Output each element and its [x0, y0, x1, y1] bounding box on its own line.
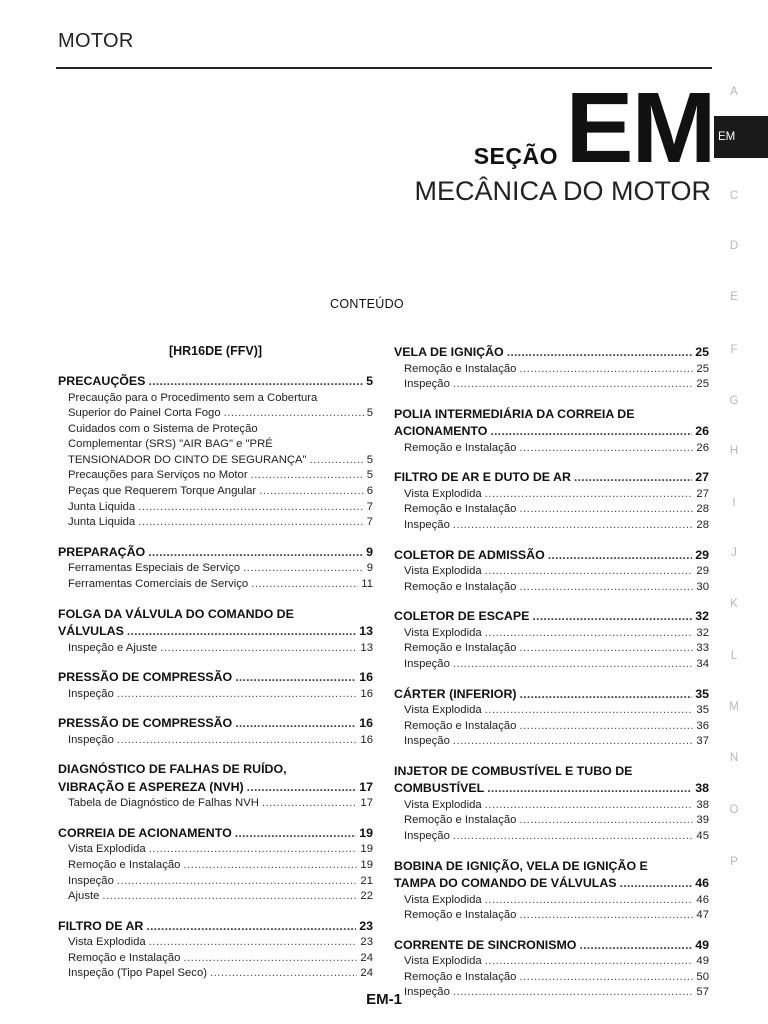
- toc-section-title-label: VELA DE IGNIÇÃO: [394, 345, 504, 359]
- toc-entry-label: Inspeção: [68, 733, 114, 746]
- toc-entry[interactable]: [58, 733, 373, 749]
- toc-entry[interactable]: [58, 951, 373, 967]
- toc-entry-label: Vista Explodida: [404, 704, 482, 717]
- model-heading: [HR16DE (FFV)]: [168, 344, 263, 358]
- leader-dots: [243, 561, 364, 577]
- leader-dots: [251, 577, 358, 593]
- toc-left-column: [58, 344, 373, 995]
- index-tab-j[interactable]: J: [731, 547, 737, 559]
- toc-section-title-page: 17: [359, 779, 373, 794]
- leader-dots: [251, 468, 364, 484]
- toc-entry[interactable]: [58, 889, 373, 905]
- toc-entry-page: 39: [696, 814, 709, 827]
- toc-section-title-label: CORRENTE DE SINCRONISMO: [394, 937, 577, 952]
- toc-entry-label: Vista Explodida: [404, 955, 482, 968]
- leader-dots: [102, 889, 357, 905]
- toc-section-title[interactable]: [58, 779, 373, 797]
- leader-dots: [519, 441, 693, 457]
- toc-section-title-label: COMBUSTÍVEL: [394, 781, 485, 796]
- toc-entry-label: Inspeção: [404, 378, 450, 391]
- toc-section-title-label: COLETOR DE ADMISSÃO: [394, 547, 545, 562]
- toc-entry-page: 38: [696, 798, 709, 811]
- toc-entry-page: 34: [696, 657, 709, 670]
- toc-entry[interactable]: [58, 500, 373, 516]
- toc-entry-page: 5: [366, 469, 373, 482]
- leader-dots: [519, 502, 693, 518]
- leader-dots: [453, 734, 694, 750]
- toc-section-title-label: TAMPA DO COMANDO DE VÁLVULAS: [394, 876, 617, 891]
- toc-entry-label: Vista Explodida: [404, 626, 482, 639]
- leader-dots: [532, 608, 692, 626]
- index-tab-f[interactable]: F: [730, 344, 738, 356]
- toc-section-title-page: 49: [695, 937, 709, 952]
- toc-section: [58, 669, 373, 702]
- leader-dots: [235, 669, 356, 687]
- leader-dots: [235, 715, 356, 733]
- toc-section-title[interactable]: [394, 937, 709, 955]
- toc-entry-page: 16: [360, 733, 373, 746]
- toc-section: [58, 715, 373, 748]
- toc-section-title[interactable]: [394, 344, 709, 362]
- toc-entry[interactable]: [394, 829, 709, 845]
- toc-entry[interactable]: [394, 703, 709, 719]
- toc-entry-label: Remoção e Instalação: [68, 859, 181, 871]
- toc-section-title-label: COLETOR DE ESCAPE: [394, 609, 530, 624]
- toc-entry-label: Junta Liquida: [68, 516, 136, 529]
- toc-entry-label: Remoção e Instalação: [404, 719, 517, 732]
- toc-section: [58, 918, 373, 982]
- toc-entry-label: Inspeção: [404, 735, 450, 748]
- leader-dots: [160, 641, 357, 657]
- toc-section-title[interactable]: [394, 547, 709, 565]
- toc-entry-page: 5: [366, 407, 373, 420]
- toc-section-title-page: 16: [359, 716, 373, 731]
- toc-entry-label: Inspeção: [404, 657, 450, 670]
- leader-dots: [519, 719, 693, 735]
- toc-entry-label: Inspeção: [404, 518, 450, 531]
- index-tab-g[interactable]: G: [729, 395, 739, 407]
- page-number: EM-1: [366, 991, 402, 1008]
- toc-section-title[interactable]: [58, 918, 373, 936]
- toc-section-title[interactable]: [394, 469, 709, 487]
- leader-dots: [247, 779, 357, 797]
- toc-entry[interactable]: [394, 441, 709, 457]
- leader-dots: [235, 825, 356, 843]
- toc-entry[interactable]: [394, 734, 709, 750]
- section-word: SEÇÃO: [473, 143, 558, 169]
- toc-section: [58, 761, 373, 812]
- index-tab-k[interactable]: K: [730, 598, 738, 610]
- toc-right-column: [394, 344, 709, 1014]
- toc-entry-page: 6: [366, 485, 373, 498]
- toc-section-title[interactable]: [394, 423, 709, 441]
- toc-section-title-page: 35: [695, 686, 709, 701]
- toc-entry-label: Vista Explodida: [68, 843, 146, 856]
- toc-entry[interactable]: [394, 518, 709, 534]
- toc-entry-label: Remoção e Instalação: [404, 503, 517, 516]
- toc-entry[interactable]: [394, 657, 709, 673]
- toc-section-title-page: 29: [695, 547, 709, 562]
- leader-dots: [453, 657, 694, 673]
- leader-dots: [579, 937, 692, 955]
- toc-entry-page: 36: [696, 719, 709, 732]
- toc-entry[interactable]: [394, 893, 709, 909]
- toc-section: [58, 373, 373, 531]
- toc-section-title[interactable]: [394, 875, 709, 893]
- toc-section-title-page: 46: [695, 876, 709, 891]
- toc-section-title[interactable]: [58, 715, 373, 733]
- toc-entry-line: Cuidados com o Sistema de Proteção: [68, 422, 258, 435]
- leader-dots: [149, 935, 358, 951]
- toc-entry[interactable]: [394, 719, 709, 735]
- toc-entry-label: Vista Explodida: [404, 565, 482, 578]
- leader-dots: [485, 798, 694, 814]
- leader-dots: [127, 623, 356, 641]
- toc-entry-page: 45: [696, 830, 709, 842]
- toc-entry-label: Ferramentas Comerciais de Serviço: [68, 577, 249, 590]
- leader-dots: [485, 487, 694, 503]
- toc-entry-page: 25: [696, 378, 709, 391]
- header-section-label: MOTOR: [58, 30, 134, 52]
- toc-entry-page: 22: [360, 890, 373, 903]
- leader-dots: [490, 423, 692, 441]
- toc-entry-label: Inspeção e Ajuste: [68, 641, 158, 654]
- toc-entry-page: 35: [696, 704, 709, 717]
- toc-entry-page: 16: [360, 687, 373, 700]
- toc-entry-page: 13: [360, 641, 373, 654]
- toc-section-title-label: ACIONAMENTO: [394, 424, 488, 439]
- toc-entry-page: 28: [696, 503, 709, 516]
- toc-section: [394, 469, 709, 533]
- toc-entry-page: 25: [696, 362, 709, 375]
- leader-dots: [485, 893, 694, 909]
- leader-dots: [485, 954, 694, 970]
- toc-entry-page: 57: [696, 986, 709, 999]
- leader-dots: [519, 362, 693, 378]
- leader-dots: [148, 373, 363, 391]
- toc-entry-page: 26: [696, 441, 709, 454]
- toc-entry-page: 37: [696, 735, 709, 748]
- toc-section-title[interactable]: [58, 373, 373, 391]
- toc-entry-page: 24: [360, 967, 373, 980]
- toc-entry-label: Inspeção: [68, 874, 114, 887]
- leader-dots: [574, 469, 692, 487]
- leader-dots: [183, 951, 357, 967]
- toc-entry-page: 32: [696, 626, 709, 639]
- index-tab-o[interactable]: O: [729, 804, 739, 816]
- toc-section-title-line: FOLGA DA VÁLVULA DO COMANDO DE: [58, 606, 294, 621]
- toc-section-title-label: CORREIA DE ACIONAMENTO: [58, 825, 232, 840]
- toc-section-title-label: VÁLVULAS: [58, 624, 124, 639]
- toc-section-title-label: FILTRO DE AR E DUTO DE AR: [394, 470, 571, 485]
- toc-entry-page: 21: [360, 874, 373, 887]
- toc-entry[interactable]: [394, 908, 709, 924]
- toc-section-title-page: 9: [366, 544, 373, 559]
- leader-dots: [620, 875, 693, 893]
- leader-dots: [548, 547, 692, 565]
- toc-entry-label: Remoção e Instalação: [68, 951, 181, 964]
- toc-section-title-page: 23: [359, 918, 373, 933]
- toc-section: [394, 763, 709, 845]
- index-tab-em[interactable]: EM: [714, 116, 768, 158]
- toc-section-title[interactable]: [394, 780, 709, 798]
- toc-entry-page: 23: [360, 936, 373, 949]
- toc-entry-page: 33: [696, 642, 709, 655]
- toc-entry-label: Remoção e Instalação: [404, 814, 517, 827]
- toc-entry-page: 11: [361, 577, 373, 590]
- index-tab-c[interactable]: C: [729, 190, 739, 202]
- toc-entry-label: Peças que Requerem Torque Angular: [68, 485, 257, 498]
- leader-dots: [117, 687, 358, 703]
- leader-dots: [519, 580, 693, 596]
- toc-entry[interactable]: [394, 798, 709, 814]
- leader-dots: [487, 780, 692, 798]
- toc-entry[interactable]: [58, 515, 373, 531]
- contents-label: CONTEÚDO: [330, 297, 404, 311]
- toc-entry-page: 46: [696, 893, 709, 906]
- leader-dots: [262, 796, 358, 812]
- toc-section: [394, 608, 709, 672]
- toc-entry-label: Inspeção: [404, 830, 450, 842]
- toc-section: [394, 686, 709, 750]
- leader-dots: [183, 858, 357, 874]
- index-tab-e[interactable]: E: [730, 291, 738, 303]
- index-tab-n[interactable]: N: [729, 752, 739, 764]
- leader-dots: [485, 703, 694, 719]
- leader-dots: [149, 842, 358, 858]
- toc-entry-page: 28: [696, 518, 709, 531]
- toc-entry[interactable]: [58, 842, 373, 858]
- toc-section-title-label: VIBRAÇÃO E ASPEREZA (NVH): [58, 779, 244, 794]
- toc-entry[interactable]: [394, 970, 709, 986]
- toc-entry-label: Ferramentas Especiais de Serviço: [68, 562, 241, 575]
- toc-section-title-page: 25: [695, 345, 709, 359]
- toc-entry-page: 29: [696, 565, 709, 578]
- toc-entry[interactable]: [394, 502, 709, 518]
- toc-entry[interactable]: [58, 468, 373, 484]
- leader-dots: [146, 918, 356, 936]
- toc-entry-label: Inspeção (Tipo Papel Seco): [68, 967, 207, 980]
- toc-section: [394, 858, 709, 924]
- toc-section-title-line: INJETOR DE COMBUSTÍVEL E TUBO DE: [394, 763, 633, 778]
- toc-section-title-line: DIAGNÓSTICO DE FALHAS DE RUÍDO,: [58, 762, 287, 777]
- section-code: EM: [565, 72, 715, 184]
- leader-dots: [520, 686, 693, 704]
- toc-entry-label: Inspeção: [404, 986, 450, 999]
- leader-dots: [485, 626, 694, 642]
- toc-section-title-label: PRECAUÇÕES: [58, 374, 146, 388]
- leader-dots: [210, 966, 357, 982]
- toc-entry-label: Remoção e Instalação: [404, 642, 517, 655]
- toc-entry-label: Vista Explodida: [404, 893, 482, 906]
- toc-section-title-page: 16: [359, 670, 373, 685]
- leader-dots: [485, 564, 694, 580]
- leader-dots: [224, 406, 364, 422]
- index-tab-h[interactable]: H: [729, 445, 739, 457]
- toc-entry[interactable]: [394, 487, 709, 503]
- toc-entry[interactable]: [58, 874, 373, 890]
- toc-section-title-page: 5: [366, 374, 373, 388]
- index-tab-m[interactable]: M: [729, 701, 739, 713]
- toc-entry-label: TENSIONADOR DO CINTO DE SEGURANÇA": [68, 453, 307, 466]
- toc-section: [58, 544, 373, 593]
- index-tabs: [714, 80, 768, 880]
- toc-entry-page: 47: [696, 909, 709, 922]
- index-tab-a[interactable]: A: [730, 86, 738, 98]
- toc-entry-label: Inspeção: [68, 687, 114, 700]
- toc-entry-page: 17: [360, 797, 373, 810]
- toc-section-title[interactable]: [58, 544, 373, 562]
- toc-entry[interactable]: [58, 453, 373, 469]
- toc-entry-label: Junta Liquida: [68, 500, 136, 513]
- toc-section-title-page: 13: [359, 624, 373, 639]
- toc-section-title-page: 32: [695, 609, 709, 624]
- toc-section-title-label: CÁRTER (INFERIOR): [394, 686, 517, 701]
- toc-entry-line: Complementar (SRS) "AIR BAG" e "PRÉ: [68, 438, 273, 451]
- toc-section-title[interactable]: [58, 623, 373, 641]
- toc-section: [58, 606, 373, 657]
- leader-dots: [519, 970, 693, 986]
- toc-section-title-page: 38: [695, 781, 709, 796]
- index-tab-d[interactable]: D: [729, 240, 739, 252]
- leader-dots: [507, 344, 693, 362]
- toc-entry[interactable]: [394, 641, 709, 657]
- toc-entry-page: 5: [366, 453, 373, 466]
- toc-entry-label: Vista Explodida: [68, 936, 146, 949]
- toc-entry[interactable]: [394, 813, 709, 829]
- toc-entry-label: Tabela de Diagnóstico de Falhas NVH: [68, 797, 259, 810]
- toc-entry-label: Remoção e Instalação: [404, 970, 517, 983]
- toc-section-title[interactable]: [58, 825, 373, 843]
- toc-section-title-label: FILTRO DE AR: [58, 918, 144, 933]
- toc-entry-page: 27: [696, 487, 709, 500]
- toc-section-title-page: 26: [695, 424, 709, 439]
- toc-section-title-line: POLIA INTERMEDIÁRIA DA CORREIA DE: [394, 406, 635, 421]
- toc-entry-label: Vista Explodida: [404, 798, 482, 811]
- toc-entry[interactable]: [58, 858, 373, 874]
- toc-entry[interactable]: [394, 377, 709, 393]
- toc-entry-page: 19: [360, 859, 373, 871]
- toc-entry[interactable]: [394, 564, 709, 580]
- leader-dots: [519, 641, 693, 657]
- header-rule: [56, 67, 712, 69]
- leader-dots: [138, 515, 363, 531]
- toc-entry[interactable]: [58, 966, 373, 982]
- toc-section-title[interactable]: [394, 608, 709, 626]
- section-title: MECÂNICA DO MOTOR: [414, 176, 711, 206]
- leader-dots: [453, 518, 694, 534]
- toc-entry[interactable]: [394, 954, 709, 970]
- leader-dots: [519, 813, 693, 829]
- index-tab-p[interactable]: P: [730, 856, 738, 868]
- toc-entry-label: Remoção e Instalação: [404, 441, 517, 454]
- leader-dots: [148, 544, 363, 562]
- toc-entry-label: Ajuste: [68, 890, 100, 903]
- toc-section-title[interactable]: [58, 669, 373, 687]
- toc-entry-page: 50: [696, 970, 709, 983]
- toc-entry-label: Vista Explodida: [404, 487, 482, 500]
- toc-section: [58, 825, 373, 905]
- toc-entry-page: 7: [366, 500, 373, 513]
- toc-entry[interactable]: [58, 484, 373, 500]
- toc-entry[interactable]: [394, 580, 709, 596]
- toc-entry-label: Superior do Painel Corta Fogo: [68, 407, 221, 420]
- toc-entry[interactable]: [58, 561, 373, 577]
- toc-entry-label: Remoção e Instalação: [404, 909, 517, 922]
- toc-section: [394, 547, 709, 596]
- index-tab-l[interactable]: L: [730, 650, 738, 662]
- toc-section-title-line: BOBINA DE IGNIÇÃO, VELA DE IGNIÇÃO E: [394, 858, 648, 873]
- toc-entry[interactable]: [58, 687, 373, 703]
- toc-section-title-page: 19: [359, 825, 373, 840]
- toc-section: [394, 406, 709, 457]
- index-tab-i[interactable]: I: [732, 497, 736, 509]
- leader-dots: [259, 484, 364, 500]
- toc-section: [394, 344, 709, 393]
- toc-entry-line: Precaução para o Procedimento sem a Cobertura: [68, 391, 318, 404]
- toc-entry[interactable]: [394, 626, 709, 642]
- toc-entry-page: 19: [360, 843, 373, 856]
- toc-section-title[interactable]: [394, 686, 709, 704]
- leader-dots: [453, 829, 694, 845]
- leader-dots: [310, 453, 364, 469]
- toc-entry-label: Precauções para Serviços no Motor: [68, 469, 248, 482]
- leader-dots: [117, 874, 358, 890]
- toc-entry-label: Remoção e Instalação: [404, 580, 517, 593]
- toc-entry[interactable]: [58, 641, 373, 657]
- toc-entry-page: 49: [696, 955, 709, 968]
- toc-entry[interactable]: [58, 796, 373, 812]
- toc-entry[interactable]: [58, 577, 373, 593]
- toc-entry-page: 9: [366, 562, 373, 575]
- toc-entry-page: 7: [366, 516, 373, 529]
- toc-section-title-label: PRESSÃO DE COMPRESSÃO: [58, 716, 233, 731]
- toc-section-title-label: PRESSÃO DE COMPRESSÃO: [58, 670, 233, 685]
- toc-entry[interactable]: [394, 362, 709, 378]
- toc-entry-label: Remoção e Instalação: [404, 362, 517, 375]
- toc-entry[interactable]: [58, 935, 373, 951]
- leader-dots: [453, 377, 694, 393]
- leader-dots: [519, 908, 693, 924]
- toc-section-title-label: PREPARAÇÃO: [58, 544, 146, 559]
- leader-dots: [117, 733, 358, 749]
- toc-section-title-page: 27: [695, 470, 709, 485]
- toc-entry-page: 24: [360, 951, 373, 964]
- toc-entry[interactable]: [58, 406, 373, 422]
- toc-entry-page: 30: [696, 580, 709, 593]
- leader-dots: [138, 500, 363, 516]
